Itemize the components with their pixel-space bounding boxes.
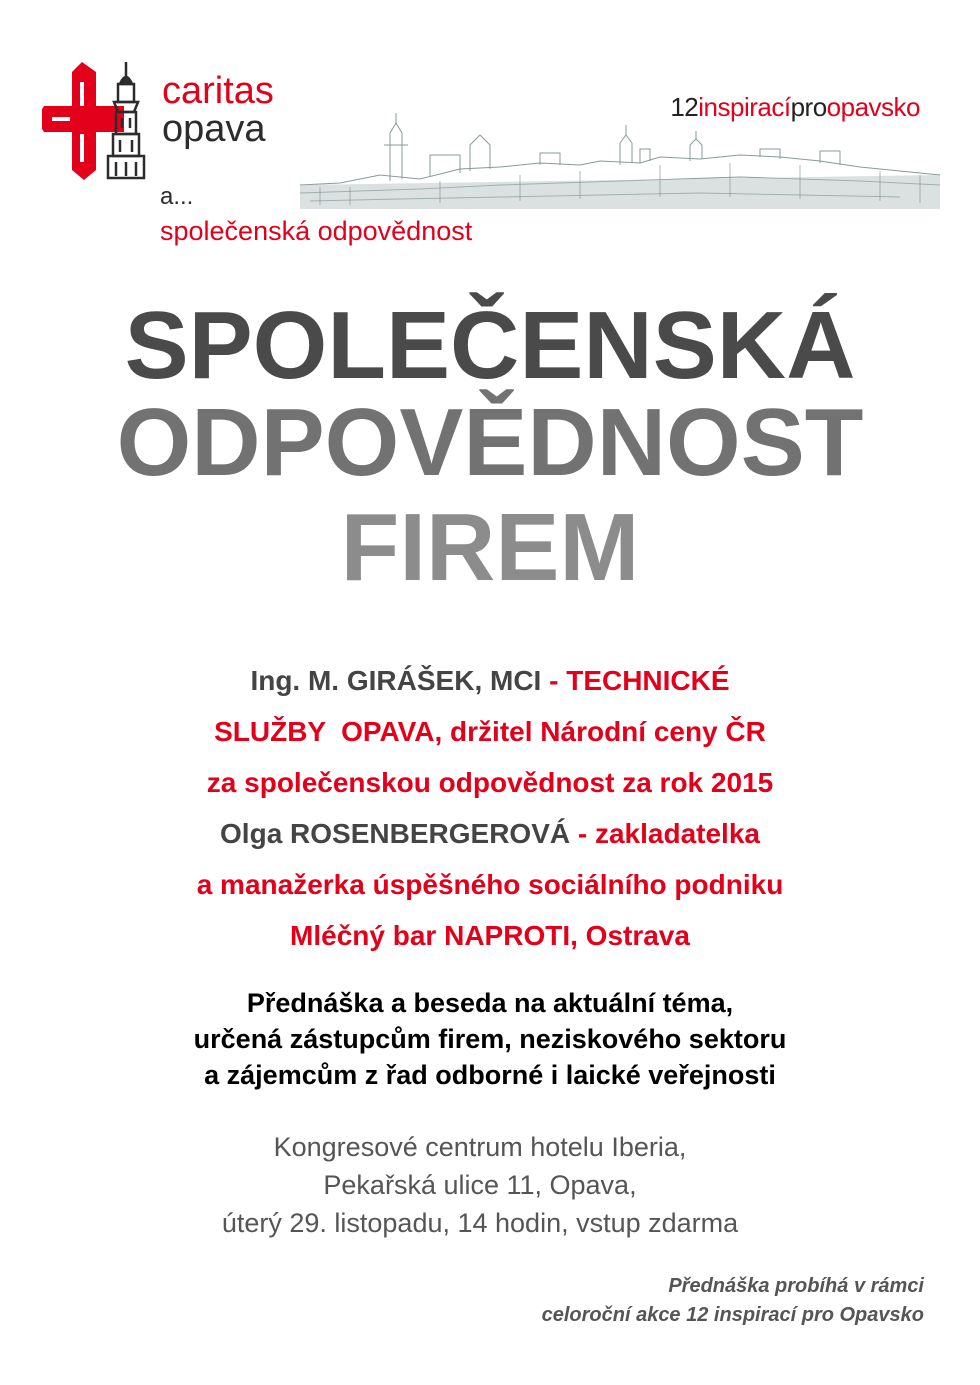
speaker-2-role-line2: a manažerka úspěšného sociálního podniku [196, 869, 784, 900]
speaker-1-role-line2: SLUŽBY OPAVA, držitel Národní ceny ČR [214, 716, 766, 747]
footer-line: celoroční akce 12 inspirací pro Opavsko [541, 1304, 924, 1326]
speakers-block [20, 655, 960, 961]
speaker-1-role: - TECHNICKÉ [541, 665, 730, 696]
tagline-part: inspirací [698, 92, 791, 122]
speaker-1-line [20, 655, 960, 706]
title-line-1: SPOLEČENSKÁ [124, 292, 856, 399]
description-line: určená zástupcům firem, neziskového sektoru [193, 1024, 787, 1054]
title-line-2: ODPOVĚDNOST [116, 389, 864, 496]
title-line-3: FIREM [340, 494, 640, 601]
description-line: a zájemcům z řad odborné i laické veřejnosti [204, 1060, 776, 1090]
tagline-part: opavsko [826, 92, 920, 122]
speaker-2-line [20, 808, 960, 859]
topic-subtitle: společenská odpovědnost [160, 216, 473, 246]
venue-info [0, 1128, 980, 1242]
description-line: Přednáška a beseda na aktuální téma, [246, 988, 734, 1018]
logo-caritas: caritas [162, 70, 274, 112]
footer-note [542, 1272, 924, 1330]
caritas-cross-logo [42, 62, 154, 180]
venue-line: Kongresové centrum hotelu Iberia, [273, 1132, 687, 1162]
venue-line: Pekařská ulice 11, Opava, [323, 1170, 637, 1200]
speaker-1-name: Ing. M. GIRÁŠEK, MCI [250, 665, 542, 696]
speaker-2-role-line3: Mléčný bar NAPROTI, Ostrava [290, 920, 690, 951]
venue-line: úterý 29. listopadu, 14 hodin, vstup zdarma [221, 1208, 739, 1238]
speaker-1-role-line3: za společenskou odpovědnost za rok 2015 [206, 767, 774, 798]
speaker-2-name: Olga ROSENBERGEROVÁ [220, 818, 571, 849]
event-description [20, 985, 960, 1093]
speaker-2-role: - zakladatelka [570, 818, 760, 849]
tagline-part: 12 [670, 92, 699, 122]
caritas-logo-text [162, 72, 274, 148]
tagline-12-inspiraci [670, 92, 920, 123]
tagline-part: pro [790, 92, 827, 122]
footer-line: Přednáška probíhá v rámci [668, 1275, 924, 1297]
a-dots: a... [160, 183, 194, 210]
logo-opava: opava [162, 108, 266, 150]
